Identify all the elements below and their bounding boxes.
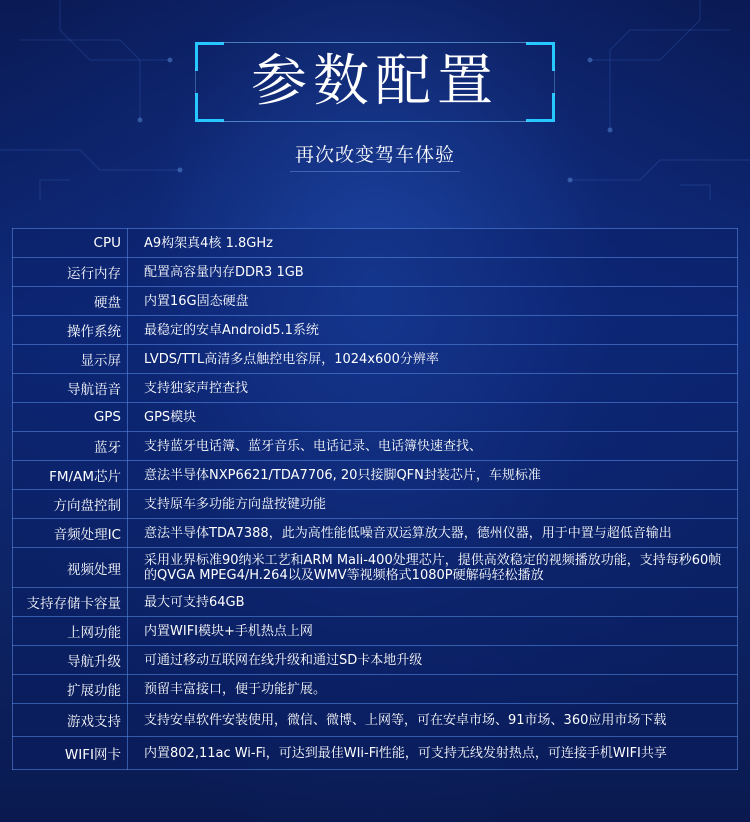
spec-label: WIFI网卡 bbox=[13, 737, 128, 770]
spec-table bbox=[12, 228, 738, 770]
table-row bbox=[13, 432, 738, 461]
spec-label: 硬盘 bbox=[13, 287, 128, 316]
table-row bbox=[13, 617, 738, 646]
spec-label: CPU bbox=[13, 229, 128, 258]
table-row bbox=[13, 737, 738, 770]
spec-label: 运行内存 bbox=[13, 258, 128, 287]
spec-value: 采用业界标准90纳米工艺和ARM Mali-400处理芯片，提供高效稳定的视频播放功能，支持每秒60帧的QVGA MPEG4/H.264以及WMV等视频格式1080P硬解码轻松播放 bbox=[128, 548, 738, 588]
spec-value: 支持蓝牙电话簿、蓝牙音乐、电话记录、电话簿快速查找、 bbox=[128, 432, 738, 461]
table-row bbox=[13, 316, 738, 345]
table-row bbox=[13, 548, 738, 588]
spec-label: 方向盘控制 bbox=[13, 490, 128, 519]
spec-value: LVDS/TTL高清多点触控电容屏，1024x600分辨率 bbox=[128, 345, 738, 374]
spec-value: 内置WIFI模块+手机热点上网 bbox=[128, 617, 738, 646]
spec-label: 扩展功能 bbox=[13, 675, 128, 704]
page-title: 参数配置 bbox=[251, 49, 499, 114]
spec-value: 内置16G固态硬盘 bbox=[128, 287, 738, 316]
spec-label: 导航语音 bbox=[13, 374, 128, 403]
spec-label: 支持存储卡容量 bbox=[13, 588, 128, 617]
table-row bbox=[13, 646, 738, 675]
spec-value: 最稳定的安卓Android5.1系统 bbox=[128, 316, 738, 345]
spec-label: 游戏支持 bbox=[13, 704, 128, 737]
spec-value: 配置高容量内存DDR3 1GB bbox=[128, 258, 738, 287]
table-row bbox=[13, 287, 738, 316]
spec-value: 意法半导体NXP6621/TDA7706, 20只接脚QFN封装芯片，车规标准 bbox=[128, 461, 738, 490]
table-row bbox=[13, 519, 738, 548]
spec-label: 蓝牙 bbox=[13, 432, 128, 461]
spec-value: 可通过移动互联网在线升级和通过SD卡本地升级 bbox=[128, 646, 738, 675]
spec-value: 支持安卓软件安装使用，微信、微博、上网等，可在安卓市场、91市场、360应用市场下载 bbox=[128, 704, 738, 737]
spec-value: GPS模块 bbox=[128, 403, 738, 432]
table-row bbox=[13, 403, 738, 432]
spec-label: 上网功能 bbox=[13, 617, 128, 646]
spec-value: 最大可支持64GB bbox=[128, 588, 738, 617]
page-subtitle: 再次改变驾车体验 bbox=[294, 144, 455, 166]
spec-value: 预留丰富接口，便于功能扩展。 bbox=[128, 675, 738, 704]
table-row bbox=[13, 258, 738, 287]
table-row bbox=[13, 229, 738, 258]
spec-value: 意法半导体TDA7388，此为高性能低噪音双运算放大器，德州仪器，用于中置与超低音输出 bbox=[128, 519, 738, 548]
spec-value: 支持独家声控查找 bbox=[128, 374, 738, 403]
spec-value: 内置802,11ac Wi-Fi，可达到最佳WIi-Fi性能，可支持无线发射热点，可连接手机WIFI共享 bbox=[128, 737, 738, 770]
spec-label: 显示屏 bbox=[13, 345, 128, 374]
title-frame bbox=[195, 42, 555, 122]
subtitle-divider bbox=[290, 171, 460, 172]
table-row bbox=[13, 704, 738, 737]
frame-line-bottom bbox=[221, 121, 529, 122]
spec-label: 视频处理 bbox=[13, 548, 128, 588]
spec-label: 操作系统 bbox=[13, 316, 128, 345]
table-row bbox=[13, 675, 738, 704]
table-row bbox=[13, 490, 738, 519]
spec-label: GPS bbox=[13, 403, 128, 432]
table-row bbox=[13, 374, 738, 403]
spec-value: A9构架真4核 1.8GHz bbox=[128, 229, 738, 258]
table-row bbox=[13, 461, 738, 490]
spec-label: FM/AM芯片 bbox=[13, 461, 128, 490]
frame-line-top bbox=[221, 42, 529, 43]
table-row bbox=[13, 345, 738, 374]
spec-value: 支持原车多功能方向盘按键功能 bbox=[128, 490, 738, 519]
spec-label: 导航升级 bbox=[13, 646, 128, 675]
table-row bbox=[13, 588, 738, 617]
spec-label: 音频处理IC bbox=[13, 519, 128, 548]
